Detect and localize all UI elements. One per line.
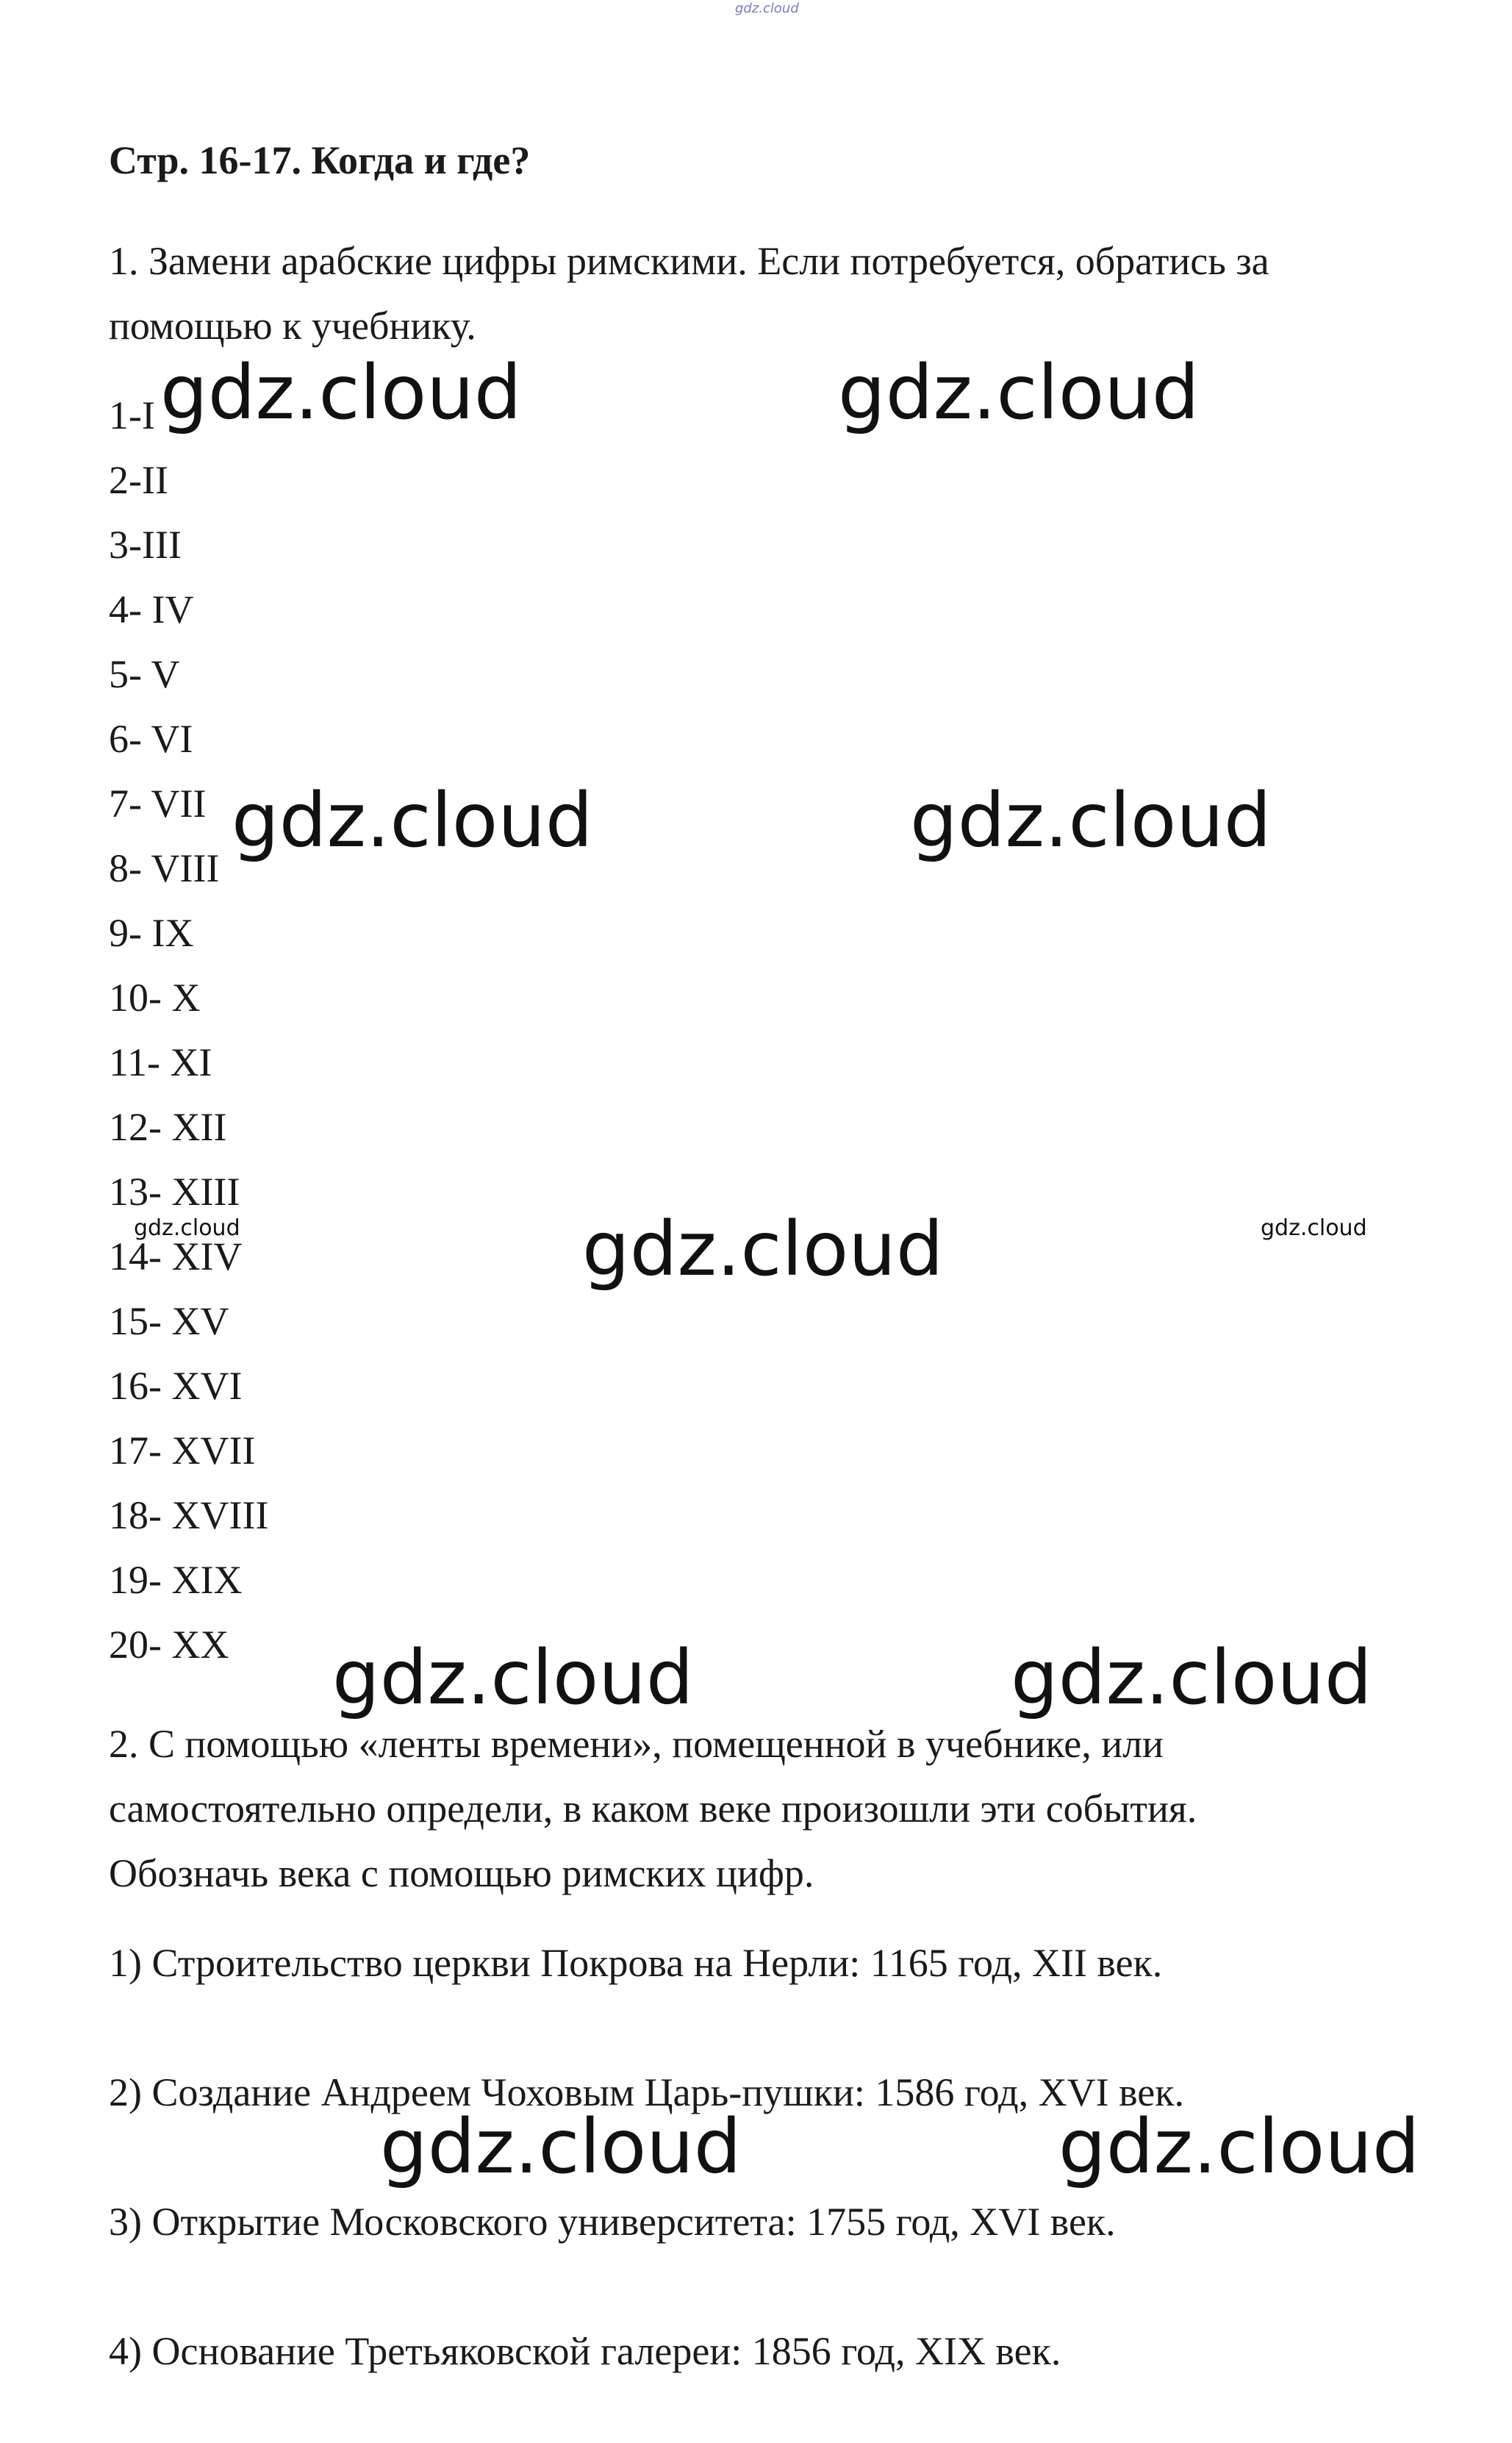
watermark-small: gdz.cloud — [134, 1215, 240, 1241]
list-item: 14- XIV — [109, 1234, 243, 1278]
task2-line2: самостоятельно определи, в каком веке произошли эти события. — [109, 1786, 1197, 1831]
list-item: 3-III — [109, 523, 182, 567]
watermark: gdz.cloud — [332, 1634, 694, 1722]
answer-item: 3) Открытие Московского университета: 1755 год, XVI век. — [109, 2200, 1116, 2244]
answer-item: 2) Создание Андреем Чоховым Царь-пушки: 1586 год, XVI век. — [109, 2070, 1184, 2114]
task2-line1: 2. С помощью «ленты времени», помещенной в учебнике, или — [109, 1722, 1164, 1766]
list-item: 2-II — [109, 458, 168, 502]
list-item: 16- XVI — [109, 1364, 243, 1408]
list-item: 6- VI — [109, 717, 193, 761]
list-item: 13- XIII — [109, 1170, 240, 1214]
list-item: 1-I — [109, 393, 155, 437]
answer-item: 1) Строительство церкви Покрова на Нерли: 1165 год, XII век. — [109, 1941, 1163, 1985]
watermark: gdz.cloud — [910, 777, 1272, 865]
watermark: gdz.cloud — [838, 349, 1200, 437]
list-item: 19- XIX — [109, 1558, 243, 1602]
list-item: 10- X — [109, 976, 201, 1020]
watermark-small: gdz.cloud — [1261, 1215, 1367, 1241]
watermark-top: gdz.cloud — [735, 1, 799, 16]
list-item: 11- XI — [109, 1040, 212, 1084]
watermark: gdz.cloud — [1058, 2103, 1420, 2191]
task2-line3: Обозначь века с помощью римских цифр. — [109, 1851, 814, 1895]
answer-item: 4) Основание Третьяковской галереи: 1856 год, XIX век. — [109, 2329, 1061, 2373]
list-item: 7- VII — [109, 781, 207, 826]
task1-line1: 1. Замени арабские цифры римскими. Если потребуется, обратись за — [109, 239, 1269, 283]
list-item: 12- XII — [109, 1105, 227, 1149]
list-item: 4- IV — [109, 587, 194, 632]
list-item: 17- XVII — [109, 1428, 256, 1473]
task1-line2: помощью к учебнику. — [109, 304, 476, 348]
list-item: 18- XVIII — [109, 1493, 269, 1537]
watermark: gdz.cloud — [1011, 1634, 1372, 1722]
list-item: 9- IX — [109, 911, 194, 955]
list-item: 5- V — [109, 652, 180, 696]
watermark: gdz.cloud — [380, 2103, 742, 2191]
list-item: 20- XX — [109, 1623, 229, 1667]
list-item: 15- XV — [109, 1299, 229, 1343]
page-title: Стр. 16-17. Когда и где? — [109, 138, 531, 182]
watermark: gdz.cloud — [232, 777, 593, 865]
list-item: 8- VIII — [109, 846, 220, 890]
watermark: gdz.cloud — [582, 1206, 944, 1293]
watermark: gdz.cloud — [160, 349, 522, 437]
